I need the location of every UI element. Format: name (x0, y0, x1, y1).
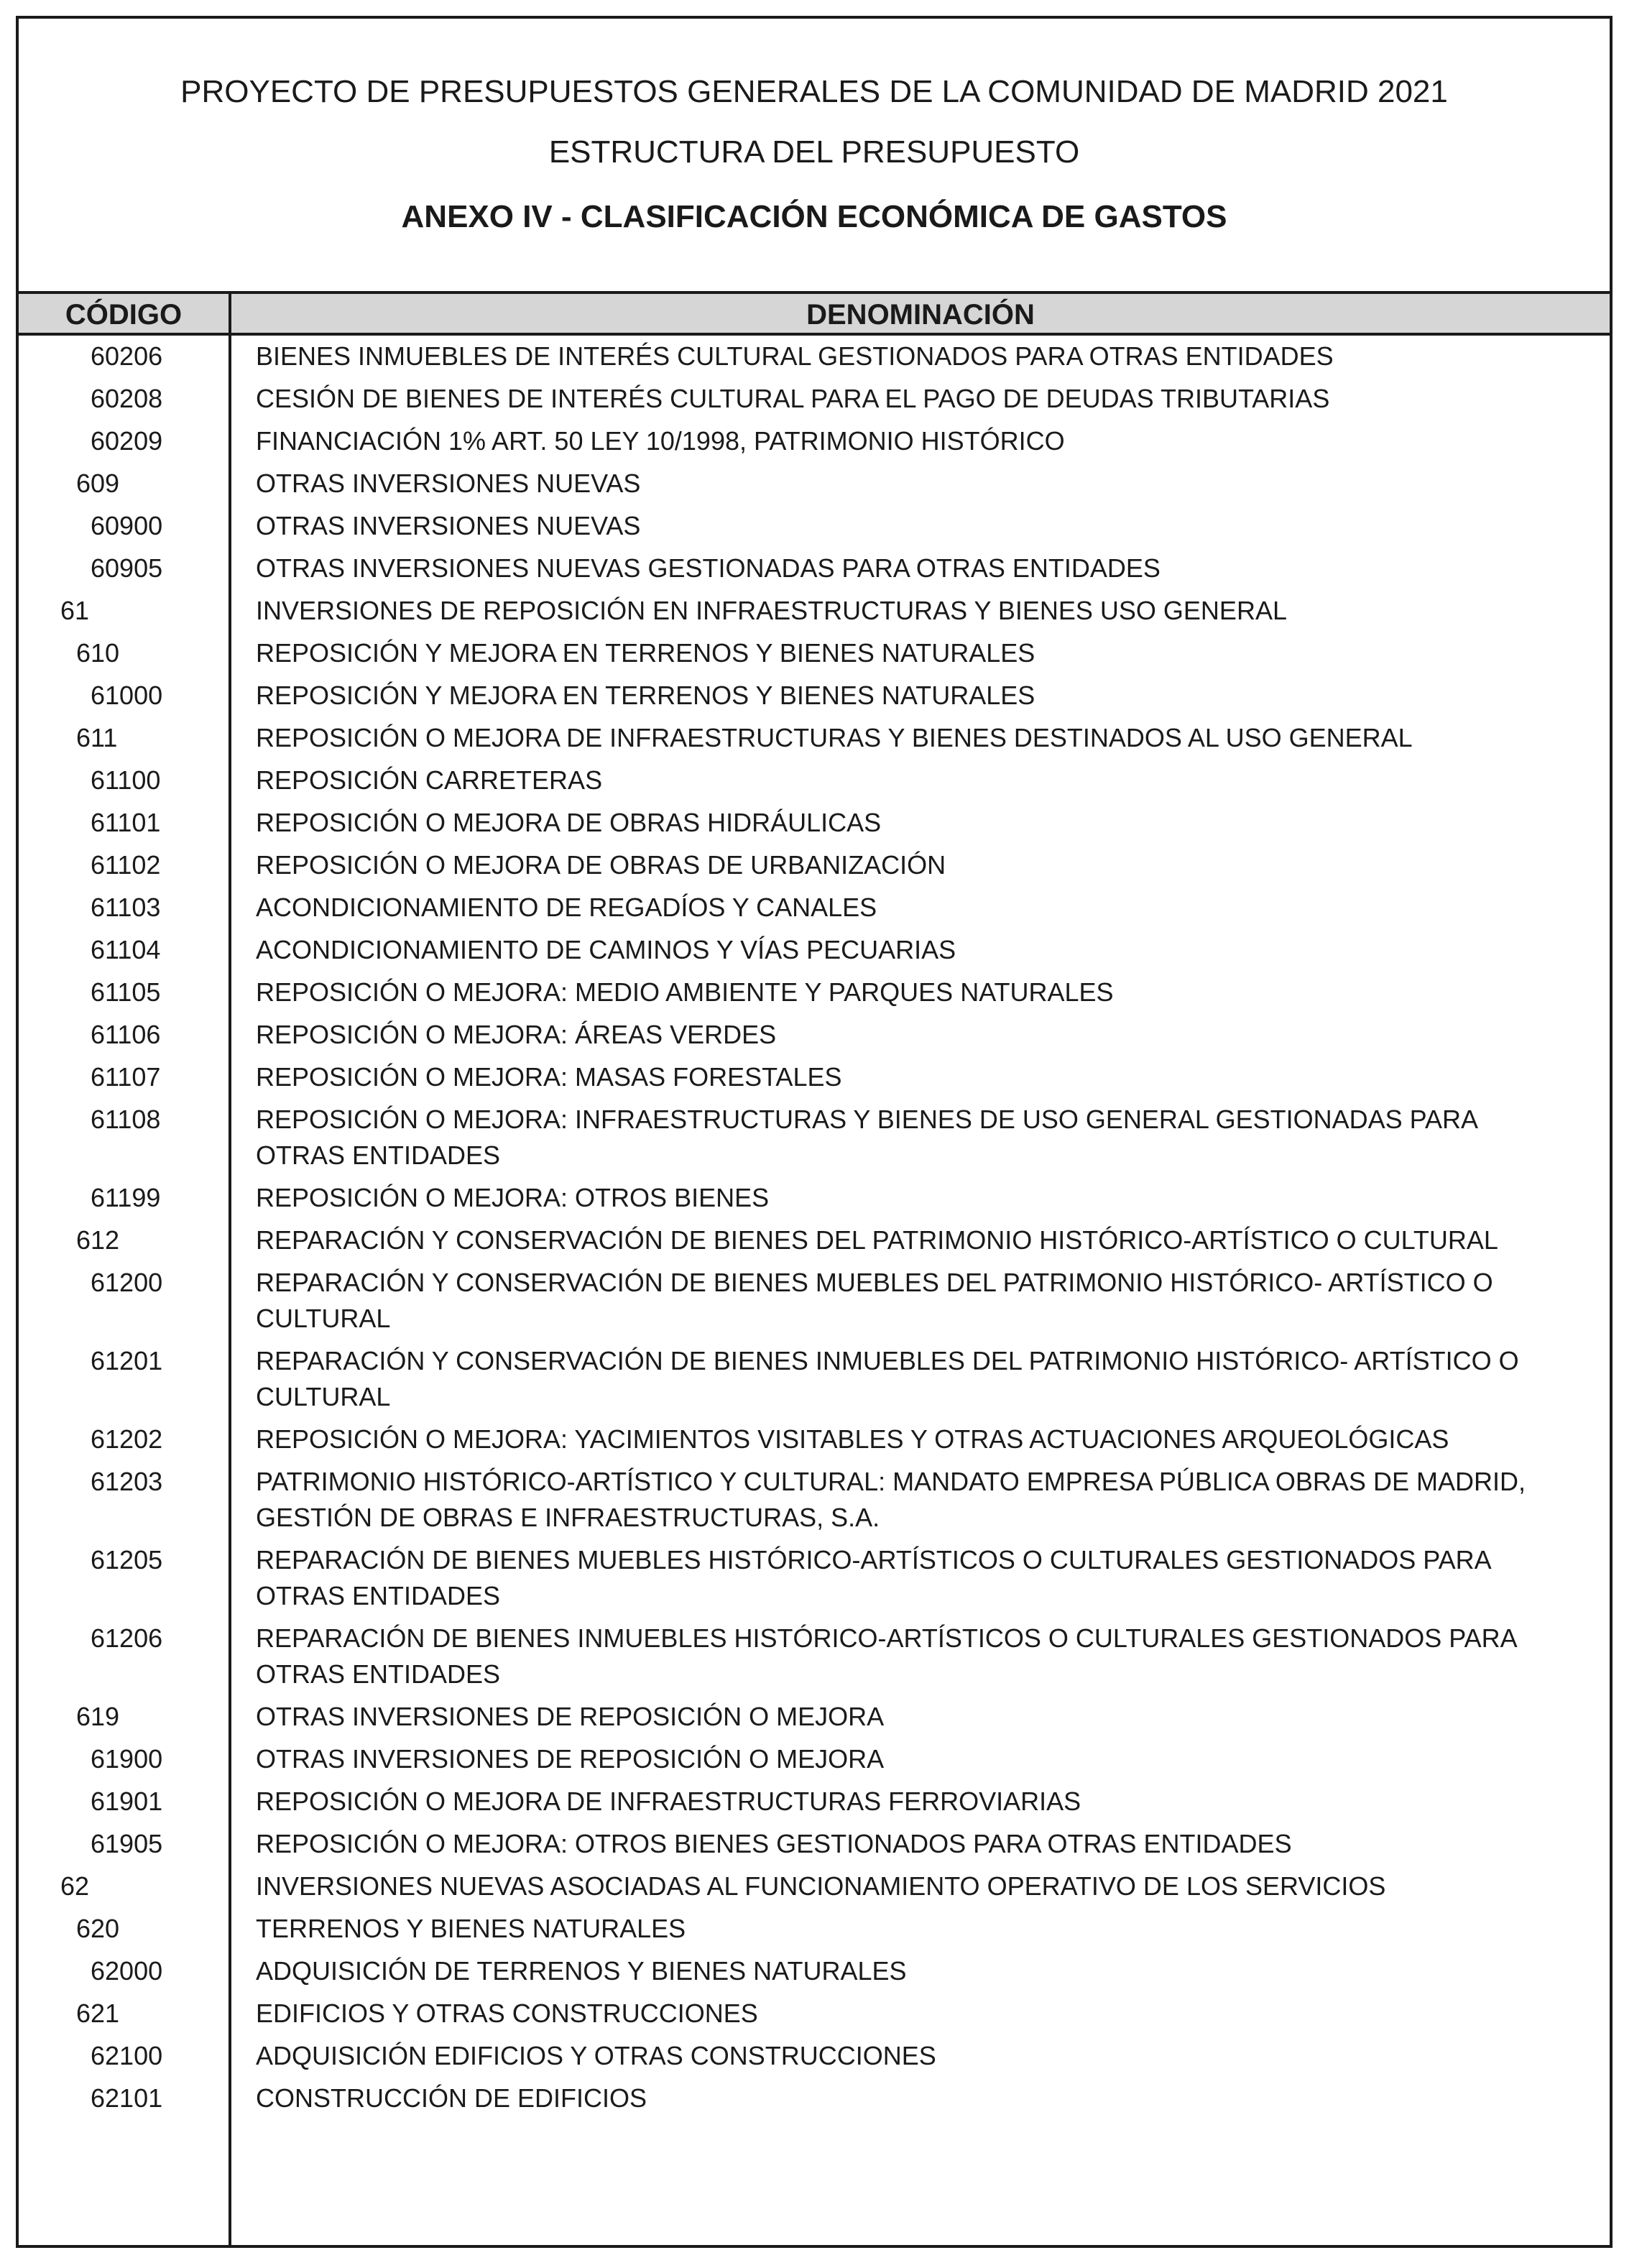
row-description: REPOSICIÓN O MEJORA DE OBRAS DE URBANIZACIÓN (256, 850, 946, 880)
row-code: 60905 (91, 553, 163, 583)
row-code: 61105 (91, 977, 161, 1007)
table-row (19, 2035, 1610, 2078)
row-code: 61905 (91, 1829, 163, 1858)
row-code: 619 (76, 1702, 120, 1731)
row-description: PATRIMONIO HISTÓRICO-ARTÍSTICO Y CULTURAL: MANDATO EMPRESA PÚBLICA OBRAS DE MADRID, GESTIÓN DE OBRAS E INFRAESTRUCTURAS, S.A. (256, 1467, 1526, 1532)
row-description: REPOSICIÓN Y MEJORA EN TERRENOS Y BIENES NATURALES (256, 681, 1035, 710)
row-description: CONSTRUCCIÓN DE EDIFICIOS (256, 2083, 647, 2113)
table-row (19, 1220, 1610, 1262)
row-description: ACONDICIONAMIENTO DE CAMINOS Y VÍAS PECUARIAS (256, 935, 956, 964)
table-row (19, 887, 1610, 929)
document-header (19, 19, 1610, 294)
row-description: REPOSICIÓN O MEJORA DE OBRAS HIDRÁULICAS (256, 808, 882, 837)
row-code: 611 (76, 723, 118, 752)
row-description: BIENES INMUEBLES DE INTERÉS CULTURAL GESTIONADOS PARA OTRAS ENTIDADES (256, 341, 1334, 371)
document-frame (16, 16, 1613, 2248)
row-code: 61104 (91, 935, 161, 964)
table-row (19, 1419, 1610, 1461)
row-description: OTRAS INVERSIONES NUEVAS GESTIONADAS PARA OTRAS ENTIDADES (256, 553, 1161, 583)
row-code: 61 (60, 596, 90, 625)
table-row (19, 1056, 1610, 1099)
row-code: 61000 (91, 681, 163, 710)
annex-title: ANEXO IV - CLASIFICACIÓN ECONÓMICA DE GASTOS (401, 199, 1227, 234)
table-row (19, 1866, 1610, 1908)
row-code: 61202 (91, 1424, 163, 1454)
table-row (19, 844, 1610, 887)
table-row (19, 675, 1610, 717)
table-row (19, 420, 1610, 463)
table-row (19, 1781, 1610, 1823)
row-code: 61199 (91, 1183, 161, 1212)
row-code: 62100 (91, 2041, 163, 2070)
row-description: REPOSICIÓN CARRETERAS (256, 765, 603, 795)
row-code: 62 (60, 1871, 90, 1901)
row-code: 61106 (91, 1020, 161, 1049)
row-code: 61101 (91, 808, 161, 837)
row-code: 621 (76, 1999, 120, 2028)
row-code: 60900 (91, 511, 163, 540)
row-description: REPOSICIÓN O MEJORA: INFRAESTRUCTURAS Y BIENES DE USO GENERAL GESTIONADAS PARA OTRAS ENTIDADES (256, 1105, 1477, 1170)
row-code: 60209 (91, 426, 163, 456)
row-code: 61205 (91, 1545, 163, 1575)
table-row (19, 1099, 1610, 1177)
row-description: TERRENOS Y BIENES NATURALES (256, 1914, 686, 1943)
row-description: REPOSICIÓN O MEJORA: MASAS FORESTALES (256, 1062, 842, 1092)
table-row (19, 1993, 1610, 2035)
table-row (19, 378, 1610, 420)
row-description: REPARACIÓN Y CONSERVACIÓN DE BIENES INMUEBLES DEL PATRIMONIO HISTÓRICO- ARTÍSTICO O CULTURAL (256, 1346, 1519, 1411)
table-row (19, 548, 1610, 590)
table-row (19, 929, 1610, 972)
row-description: REPOSICIÓN O MEJORA DE INFRAESTRUCTURAS Y BIENES DESTINADOS AL USO GENERAL (256, 723, 1413, 752)
table-body (19, 336, 1610, 2120)
row-code: 610 (76, 638, 120, 668)
table-row (19, 1262, 1610, 1340)
row-description: REPOSICIÓN O MEJORA: ÁREAS VERDES (256, 1020, 777, 1049)
table-row (19, 1014, 1610, 1056)
document-subtitle: ESTRUCTURA DEL PRESUPUESTO (548, 134, 1080, 170)
table-header (19, 294, 1610, 336)
row-description: INVERSIONES DE REPOSICIÓN EN INFRAESTRUCTURAS Y BIENES USO GENERAL (256, 596, 1287, 625)
row-code: 60208 (91, 384, 163, 413)
row-code: 61108 (91, 1105, 161, 1134)
table-row (19, 505, 1610, 548)
table-row (19, 632, 1610, 675)
row-description: REPOSICIÓN O MEJORA: OTROS BIENES GESTIONADOS PARA OTRAS ENTIDADES (256, 1829, 1292, 1858)
row-description: OTRAS INVERSIONES DE REPOSICIÓN O MEJORA (256, 1744, 885, 1774)
table-row (19, 463, 1610, 505)
table-row (19, 1696, 1610, 1738)
column-header-name: DENOMINACIÓN (806, 299, 1035, 331)
table-row (19, 1340, 1610, 1419)
row-code: 62000 (91, 1956, 163, 1986)
document-title: PROYECTO DE PRESUPUESTOS GENERALES DE LA COMUNIDAD DE MADRID 2021 (180, 74, 1448, 109)
row-description: OTRAS INVERSIONES NUEVAS (256, 469, 641, 498)
table-row (19, 1908, 1610, 1950)
row-description: REPARACIÓN DE BIENES INMUEBLES HISTÓRICO-ARTÍSTICOS O CULTURALES GESTIONADOS PARA OTRAS ENTIDADES (256, 1623, 1516, 1689)
table-row (19, 590, 1610, 632)
row-description: OTRAS INVERSIONES DE REPOSICIÓN O MEJORA (256, 1702, 885, 1731)
table-row (19, 336, 1610, 378)
row-code: 61206 (91, 1623, 163, 1653)
row-description: ACONDICIONAMIENTO DE REGADÍOS Y CANALES (256, 893, 877, 922)
row-code: 61107 (91, 1062, 161, 1092)
table-row (19, 1738, 1610, 1781)
row-description: FINANCIACIÓN 1% ART. 50 LEY 10/1998, PATRIMONIO HISTÓRICO (256, 426, 1065, 456)
table-row (19, 802, 1610, 844)
row-description: CESIÓN DE BIENES DE INTERÉS CULTURAL PARA EL PAGO DE DEUDAS TRIBUTARIAS (256, 384, 1330, 413)
table-row (19, 972, 1610, 1014)
row-description: REPARACIÓN Y CONSERVACIÓN DE BIENES MUEBLES DEL PATRIMONIO HISTÓRICO- ARTÍSTICO O CULTURAL (256, 1268, 1493, 1333)
row-code: 61901 (91, 1787, 163, 1816)
table-row (19, 1539, 1610, 1618)
table-row (19, 2078, 1610, 2120)
row-code: 62101 (91, 2083, 163, 2113)
table-row (19, 1618, 1610, 1696)
row-description: REPOSICIÓN O MEJORA DE INFRAESTRUCTURAS FERROVIARIAS (256, 1787, 1081, 1816)
row-description: REPARACIÓN DE BIENES MUEBLES HISTÓRICO-ARTÍSTICOS O CULTURALES GESTIONADOS PARA OTRAS ENTIDADES (256, 1545, 1490, 1610)
table-row (19, 1950, 1610, 1993)
row-code: 61200 (91, 1268, 163, 1297)
row-description: REPOSICIÓN O MEJORA: OTROS BIENES (256, 1183, 770, 1212)
row-description: REPOSICIÓN O MEJORA: YACIMIENTOS VISITABLES Y OTRAS ACTUACIONES ARQUEOLÓGICAS (256, 1424, 1449, 1454)
row-code: 612 (76, 1225, 120, 1255)
row-code: 609 (76, 469, 120, 498)
column-header-code: CÓDIGO (65, 299, 183, 331)
row-code: 61100 (91, 765, 161, 795)
table-row (19, 717, 1610, 760)
row-description: INVERSIONES NUEVAS ASOCIADAS AL FUNCIONAMIENTO OPERATIVO DE LOS SERVICIOS (256, 1871, 1386, 1901)
row-description: ADQUISICIÓN EDIFICIOS Y OTRAS CONSTRUCCIONES (256, 2041, 936, 2070)
table-row (19, 760, 1610, 802)
row-description: ADQUISICIÓN DE TERRENOS Y BIENES NATURALES (256, 1956, 907, 1986)
table-row (19, 1823, 1610, 1866)
table-row (19, 1461, 1610, 1539)
row-description: REPARACIÓN Y CONSERVACIÓN DE BIENES DEL PATRIMONIO HISTÓRICO-ARTÍSTICO O CULTURAL (256, 1225, 1498, 1255)
row-description: OTRAS INVERSIONES NUEVAS (256, 511, 641, 540)
row-code: 61103 (91, 893, 161, 922)
row-description: EDIFICIOS Y OTRAS CONSTRUCCIONES (256, 1999, 758, 2028)
row-code: 620 (76, 1914, 120, 1943)
row-code: 61102 (91, 850, 161, 880)
row-description: REPOSICIÓN O MEJORA: MEDIO AMBIENTE Y PARQUES NATURALES (256, 977, 1114, 1007)
row-description: REPOSICIÓN Y MEJORA EN TERRENOS Y BIENES NATURALES (256, 638, 1035, 668)
table-row (19, 1177, 1610, 1220)
row-code: 61203 (91, 1467, 163, 1496)
row-code: 61900 (91, 1744, 163, 1774)
row-code: 60206 (91, 341, 163, 371)
row-code: 61201 (91, 1346, 163, 1375)
